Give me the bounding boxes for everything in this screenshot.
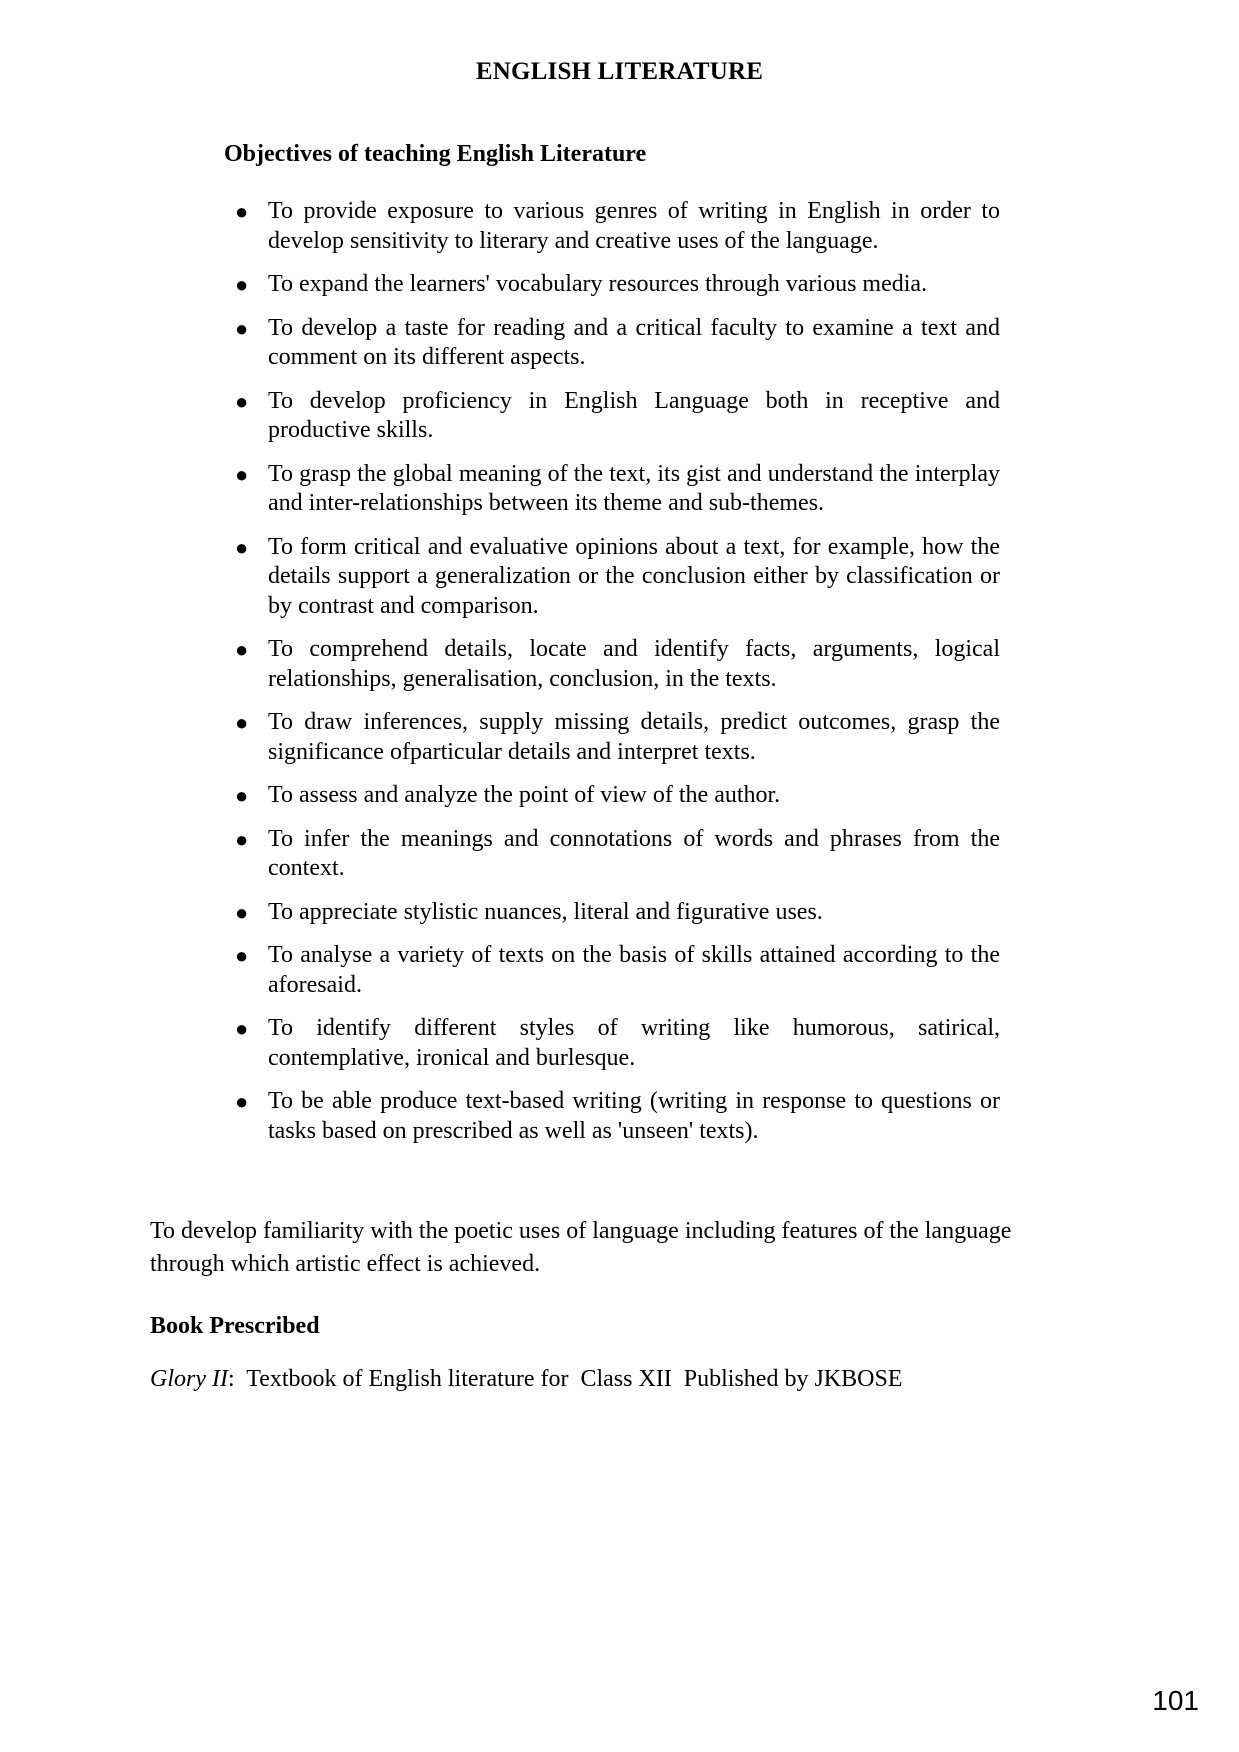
bullet-icon: ● xyxy=(235,534,249,560)
book-title: Glory II xyxy=(150,1366,228,1392)
list-item-text: To identify different styles of writing like humorous, satirical, contemplative, ironical and burlesque. xyxy=(268,1015,1000,1071)
closing-paragraph: To develop familiarity with the poetic uses of language including features of the language through which artistic effect is achieved. xyxy=(150,1218,1012,1277)
bullet-icon: ● xyxy=(235,783,249,808)
list-item-text: To develop a taste for reading and a critical faculty to examine a text and comment on its different aspects. xyxy=(268,314,1000,370)
list-item xyxy=(235,941,1000,1000)
objectives-heading: Objectives of teaching English Literature xyxy=(224,141,647,167)
list-item-text: To appreciate stylistic nuances, literal and figurative uses. xyxy=(268,898,823,925)
bullet-icon: ● xyxy=(235,199,249,224)
list-item-text: To develop proficiency in English Language both in receptive and productive skills. xyxy=(268,387,1000,443)
book-description: : Textbook of English literature for Class XII Published by JKBOSE xyxy=(227,1366,903,1392)
list-item xyxy=(235,533,1000,622)
book-prescribed-line xyxy=(150,1366,902,1393)
list-item-text: To expand the learners' vocabulary resources through various media. xyxy=(268,271,928,297)
list-item-text: To assess and analyze the point of view of the author. xyxy=(268,782,781,808)
bullet-icon: ● xyxy=(235,272,249,297)
bullet-icon: ● xyxy=(235,315,249,341)
list-item xyxy=(235,387,1000,446)
list-item-text: To analyse a variety of texts on the basis of skills attained according to the aforesaid. xyxy=(268,942,1000,998)
list-item xyxy=(235,460,1000,519)
list-item xyxy=(235,708,1000,767)
list-item xyxy=(235,314,1000,373)
bullet-icon: ● xyxy=(235,943,249,968)
bullet-icon: ● xyxy=(235,826,249,852)
list-item-text: To comprehend details, locate and identify facts, arguments, logical relationships, generalisation, conclusion, in the texts. xyxy=(268,636,1000,692)
list-item-text: To grasp the global meaning of the text, its gist and understand the interplay and inter-relationships between its theme and sub-themes. xyxy=(268,460,1000,516)
list-item xyxy=(235,781,1000,811)
list-item xyxy=(235,825,1000,884)
list-item xyxy=(235,635,1000,694)
objectives-list xyxy=(235,197,1000,1160)
page-number: 101 xyxy=(1152,1685,1199,1716)
book-prescribed-heading: Book Prescribed xyxy=(150,1313,320,1339)
bullet-icon: ● xyxy=(235,710,249,735)
list-item xyxy=(235,270,1000,300)
page-title: ENGLISH LITERATURE xyxy=(475,58,764,85)
bullet-icon: ● xyxy=(235,637,249,662)
list-item-text: To infer the meanings and connotations of words and phrases from the context. xyxy=(268,825,1000,881)
list-item-text: To draw inferences, supply missing details, predict outcomes, grasp the significance ofparticular details and interpret texts. xyxy=(268,709,1000,765)
list-item xyxy=(235,1087,1000,1146)
list-item-text: To be able produce text-based writing (writing in response to questions or tasks based on prescribed as well as 'unseen' texts). xyxy=(268,1088,1000,1144)
list-item-text: To provide exposure to various genres of writing in English in order to develop sensitivity to literary and creative uses of the language. xyxy=(268,198,1000,254)
list-item xyxy=(235,898,1000,928)
bullet-icon: ● xyxy=(235,461,249,487)
bullet-icon: ● xyxy=(235,388,249,414)
bullet-icon: ● xyxy=(235,1016,249,1041)
list-item xyxy=(235,1014,1000,1073)
bullet-icon: ● xyxy=(235,1089,249,1114)
list-item xyxy=(235,197,1000,256)
list-item-text: To form critical and evaluative opinions about a text, for example, how the details support a generalization or the conclusion either by classification or by contrast and comparison. xyxy=(268,533,1000,619)
bullet-icon: ● xyxy=(235,899,249,925)
